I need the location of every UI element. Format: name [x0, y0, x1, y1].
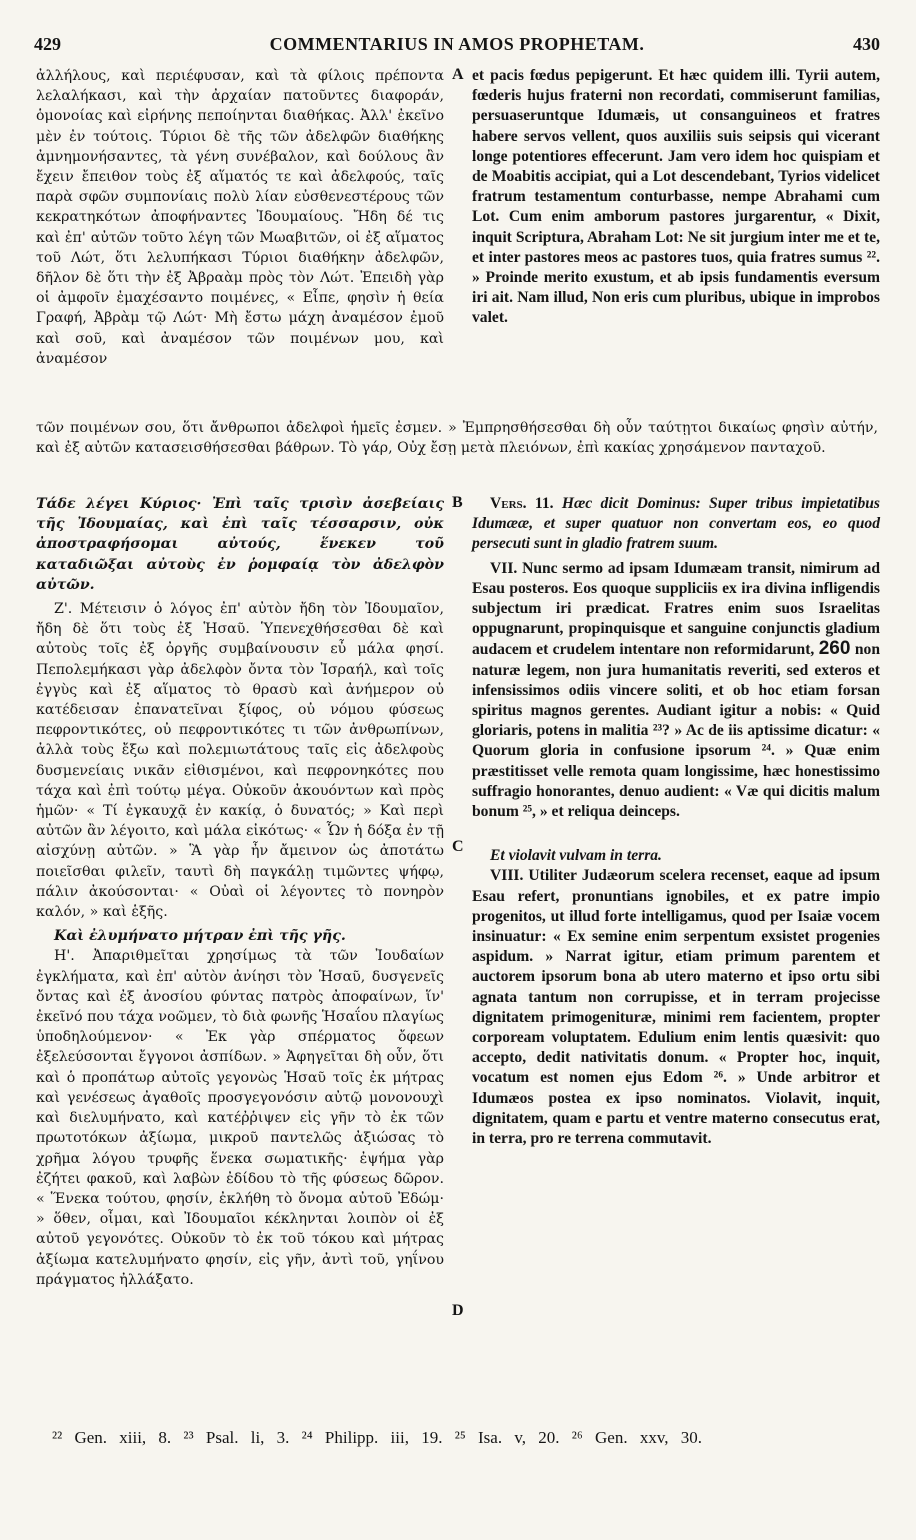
margin-letter-d: D — [452, 1302, 464, 1319]
greek-block-1: ἀλλήλους, καὶ περιέφυσαν, καὶ τὰ φίλοις πρέποντα λελαλήκασι, καὶ τὴν ἀρχαίαν πατοῦντες διαφοράν, ὁμονοίας καὶ εἰρήνης πεποίηνται διαθήκας. Ἀλλ' ἐκεῖνο μὲν ἐν τούτοις. Τύριοι δὲ τῆς τῶν ἀδελφῶν διαθήκης ἀμνημονήσαντες, τὰ γένη συνέβαλον, καὶ δούλους ἂν ἔχειν ἔπειθον τοὺς ἐξ αἵματός τε καὶ ἀδελφούς, ταῖς παρὰ σφῶν συμπονίαις πολὺ λίαν εὐσθενεστέρους τῶν κεκρατηκότων ἀποφήναντες Ἰδουμαίους. Ἤδη δέ τις καὶ ἐπ' αὐτῶν τοῦτο λέγη τῶν Μωαβιτῶν, οἱ ἐξ αἵματος τοῦ Λώτ, ὅτι λελυπήκασι Τύριοι διαθήκην ἀδελφῶν, δῆλον δὲ ὅτι τὴν ἐξ Ἀβραὰμ πρὸς τὸν Λώτ. Ἐπειδὴ γὰρ οἱ ἀμφοῖν ἐμαχέσαντο ποιμένες, « Εἶπε, φησὶν ἡ θεία Γραφή, Ἀβρὰμ τῷ Λώτ· Μὴ ἔστω μάχη ἀναμέσον ἐμοῦ καὶ σοῦ, καὶ ἀναμέσον τῶν ποιμένων μου, καὶ ἀναμέσον — [36, 68, 444, 367]
latin-paragraph-8: VIII. Utiliter Judæorum scelera recenset, eaque ad ipsum Esau refert, pronuntians ignobiles, et ex patre impio progenitos, ut illud forte intelligamus, quod per Isaiæ vocem insinuatur: « Ex semine enim serpentum exsistet progenies aspidum. » Narrat igitur, etiam primum parentem et auctorem ipsorum bona ab utero materno et ipso ortu sibi agnata tantum non corrupisse, et in terram projecisse dignitatem primogenituræ, minimi rem facientem, propter corpoream voluptatem. Edulium enim lentis quæsivit: quo accepto, dedit nativitatis donum. « Propter hoc, inquit, vocatum est nomen ejus Edom ²⁶. » Unde arbitror et Idumæos postea ex ipso nominatos. Violavit, inquit, dignitatem, quam e partu et ventre materno consecutus erat, in terra, pro re terrena commutavit. — [472, 867, 880, 1148]
margin-letter-b: B — [452, 494, 463, 511]
latin-column — [472, 66, 880, 329]
margin-letter-c: C — [452, 838, 464, 855]
latin-paragraph-7 — [472, 559, 880, 823]
column-number: 260 — [818, 638, 851, 660]
greek-paragraph-7: Ζ'. Μέτεισιν ὁ λόγος ἐπ' αὐτὸν ἤδη τὸν Ἰδουμαῖον, ἤδη δὲ ὅτι τοὺς ἐξ Ἡσαῦ. Ὑπενεχθήσεσθαι δὲ καὶ αὐτοὺς τοῖς ἐξ ὀργῆς συμβαίνουσιν εὖ μάλα φησί. Πεπολεμήκασι γὰρ ἀδελφὸν ὄντα τὸν Ἰσραήλ, καὶ τοῖς ἐγγὺς καὶ ἐξ αἵματος τὸ θρασὺ καὶ ἀνήμερον οὐ κατέδεισαν ἐπανατεῖναι ξίφος, οὐ νόμου φύσεως πεφροντικότες, οὐ πεφροντικότες τι τῶν ἀνθρωπίνων, ἀλλὰ τοὺς ἔξω καὶ πολεμιωτάτους ταῖς εἰς ἀδελφοὺς δυσμενείαις νικᾶν εἰθισμένοι, καὶ πεφρονηκότες που τάχα καὶ ἐπὶ τούτῳ μέγα. Οὐκοῦν ἀκουόντων καὶ πρὸς ἡμῶν· « Τί ἐγκαυχᾷ ἐν κακίᾳ, ὁ δυνατός; » Καὶ περὶ αὐτῶν ἂν λέγοιτο, καὶ μάλα εἰκότως· « Ὧν ἡ δόξα ἐν τῇ αἰσχύνῃ αὐτῶν. » Ἃ γὰρ ἦν ἄμεινον ὡς ἀποτάτω ποιεῖσθαι φιλεῖν, ταυτὶ δὴ παγκάλῃ τιμῶντες ψήφῳ, πάλιν ἀκούσονται· « Οὐαὶ οἱ λέγοντες τὸ πονηρὸν καλόν, » καὶ ἑξῆς. — [36, 601, 444, 921]
latin-lemma-verse-11: Hæc dicit Dominus: Super tribus impietatibus Idumææ, et super quatuor non convertam eos, eo quod persecuti sunt in gladio fratrem suum. — [472, 495, 880, 553]
margin-letter-a: A — [452, 66, 464, 83]
running-header — [34, 34, 880, 62]
latin-paragraph-7-a: VII. Nunc sermo ad ipsam Idumæam transit, nimirum ad Esau posteros. Eos quoque suppliciis ex ira divina infligendis subjectum iri prædicat. Fratres enim suos Israelitas oppugnarunt, propinquisque et sanguine conjunctis gladium audacem et crudelem intentare non reformidarunt, — [472, 559, 880, 659]
latin-column-lower — [472, 494, 880, 1149]
latin-paragraph-7-b: non naturæ legem, non jura humanitatis reveriti, sed exteros et infensissimos odiis vincere soliti, et ob hoc etiam forsan spiritus magnos gerentes. Audiant igitur a nobis: « Quid gloriaris, potens in malitia ²³? » Ac de iis aptissime dicatur: « Quorum gloria in confusione ipsorum ²⁴. » Quæ enim præstitisset velle remota quam longissime, hæc honestissimo suffragio honorantes, denuo audient: « Væ qui dicitis malum bonum ²⁵, » et reliqua deinceps. — [472, 641, 880, 821]
running-title: COMMENTARIUS IN AMOS PROPHETAM. — [269, 34, 645, 54]
page-number-left: 429 — [34, 34, 61, 54]
greek-full-width-paragraph: τῶν ποιμένων σου, ὅτι ἄνθρωποι ἀδελφοὶ ἡμεῖς ἐσμεν. » Ἐμπρησθήσεσθαι δὴ οὖν ταύτῃτοι δικαίως φησὶν αὐτήν, καὶ ἐξ αὐτῶν κατασεισθήσεσθαι βάθρων. Τὸ γάρ, Οὐχ ἔσῃ μετὰ πλειόνων, ἐπὶ κακίας χρησάμενον πανταχοῦ. — [36, 420, 878, 457]
latin-verse-11 — [472, 494, 880, 555]
page-number-right: 430 — [853, 34, 880, 54]
latin-block-1: et pacis fœdus pepigerunt. Et hæc quidem illi. Tyrii autem, fœderis hujus fraterni non recordati, commiserunt familias, persuaseruntque Idumæis, ut consanguineos et fratres habere servos vellent, quos auxiliis suis seipsis qui vicerant longe potentiores effecerunt. Jam vero idem hoc quispiam et de Moabitis accipiat, qui a Lot descendebant, Tyrios videlicet fratrum testamentum conturbasse, nempe Abrahami cum Lot. Cum enim amborum pastores jurgarentur, « Dixit, inquit Scriptura, Abraham Lot: Ne sit jurgium inter me et te, et inter pastores meos ac pastores tuos, quia fratres sumus ²². » Proinde merito exustum, et ab ipsis fundamentis eversum iri ait. Nam illud, Non eris cum pluribus, ubique in improbos valet. — [472, 67, 880, 327]
greek-column-lower — [36, 494, 444, 1290]
greek-paragraph-8: Η'. Ἀπαριθμεῖται χρησίμως τὰ τῶν Ἰουδαίων ἐγκλήματα, καὶ ἐπ' αὐτὸν ἀνίησι τὸν Ἡσαῦ, δυσγενεῖς ὄντας καὶ ἐξ ἀνοσίου φύντας πατρὸς ἀποφαίνων, ἵν' ἐκεῖνό που τάχα νοῶμεν, τὸ διὰ φωνῆς Ἡσαΐου πλαγίως ὑποδηλούμενον· « Ἐκ γὰρ σπέρματος ὄφεων ἐξελεύσονται ἔγγονοι ἀσπίδων. » Ἀφηγεῖται δὴ οὖν, ὅτι καὶ ὁ προπάτωρ αὐτοῖς γεγονὼς Ἡσαῦ τοῖς ἐκ μήτρας καὶ γενέσεως ἀγαθοῖς προσγεγονόσιν αὐτῷ μονονουχὶ καὶ διελυμήνατο, καὶ κατέῤῥιψεν εἰς γῆν τὸ ἐκ τῶν πρωτοτόκων ἀξίωμα, μικροῦ παντελῶς ἀξιώσας τὸ χρῆμα λόγου τρυφῆς ἕνεκα σωματικῆς· ἐψήμα γὰρ ἐζήτει φακοῦ, καὶ λαβὼν ἐδίδου τὸ τῆς φύσεως δῶρον. « Ἕνεκα τούτου, φησίν, ἐκλήθη τὸ ὄνομα αὐτοῦ Ἐδώμ· » ὅθεν, οἶμαι, καὶ Ἰδουμαῖοι κέκληνται λοιπὸν οἱ ἐξ αὐτοῦ γεγονότες. Οὐκοῦν τὸ ἐκ τοῦ τόκου καὶ μήτρας ἀξίωμα κατελυμήνατο φησίν, εἰς γῆν, ἀντὶ τοῦ, γηΐνου πράγματος ἠλλάξατο. — [36, 948, 444, 1288]
verse-label: Vers. 11. — [490, 495, 554, 512]
footnotes: ²² Gen. xiii, 8. ²³ Psal. li, 3. ²⁴ Philipp. iii, 19. ²⁵ Isa. v, 20. ²⁶ Gen. xxv, 30. — [52, 1428, 702, 1447]
greek-column — [36, 66, 444, 369]
greek-lemma-violavit: Καὶ ἐλυμήνατο μήτραν ἐπὶ τῆς γῆς. — [54, 928, 346, 945]
latin-lemma-violavit: Et violavit vulvam in terra. — [490, 847, 662, 865]
greek-lemma-verse-11: Τάδε λέγει Κύριος· Ἐπὶ ταῖς τρισὶν ἀσεβείαις τῆς Ἰδουμαίας, καὶ ἐπὶ ταῖς τέσσαρσιν, οὐκ ἀποστραφήσομαι αὐτούς, ἕνεκεν τοῦ καταδιῶξαι αὐτοὺς ἐν ῥομφαίᾳ τὸν ἀδελφὸν αὐτῶν. — [36, 496, 444, 593]
